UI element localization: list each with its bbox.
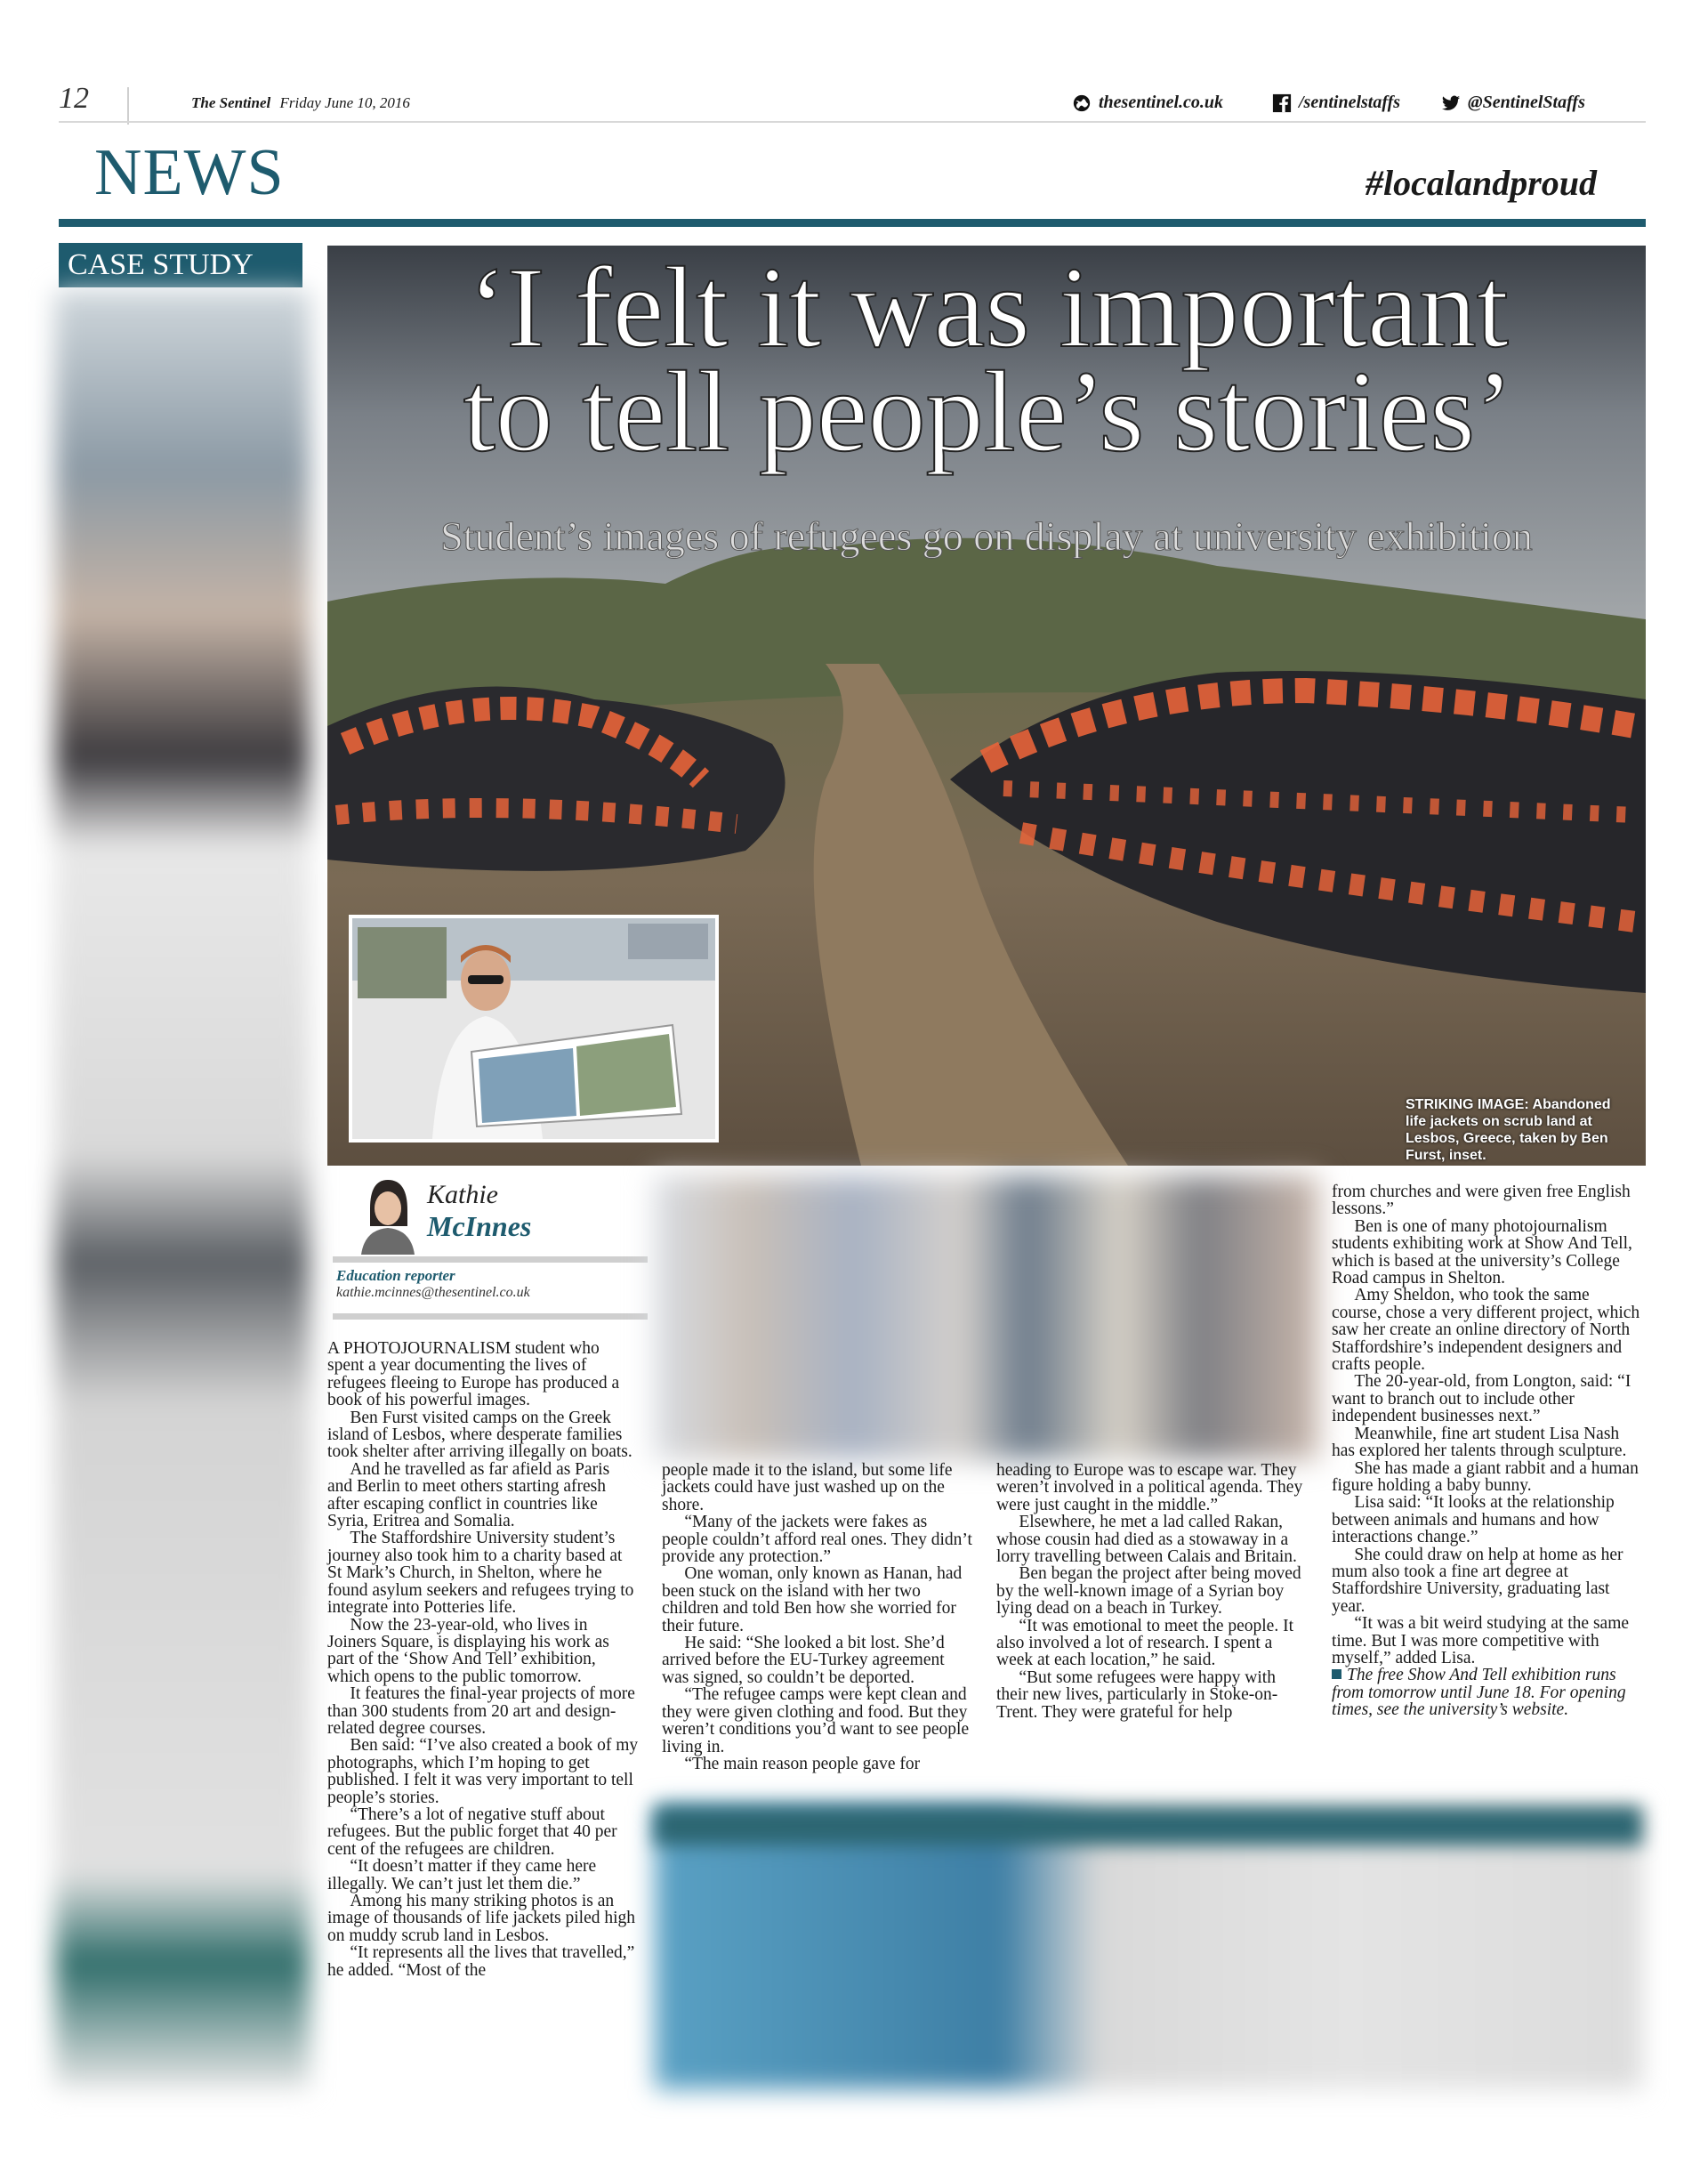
paper-name: The Sentinel [191,94,271,111]
blurred-photo-strip [655,1176,1318,1459]
exhibition-note-text: The free Show And Tell exhibition runs from tomorrow until June 18. For opening times, see the university’s website. [1332,1666,1626,1720]
paragraph: She could draw on help at home as her mum also took a fine art degree at Staffordshire University, graduating last year. [1332,1545,1623,1616]
paragraph: Meanwhile, fine art student Lisa Nash has explored her talents through sculpture. [1332,1424,1627,1461]
paragraph: “There’s a lot of negative stuff about refugees. But the public forget that 40 per cent of the refugees are children. [327,1805,617,1859]
glasses [468,975,504,984]
paragraph: Among his many striking photos is an image of thousands of life jackets piled high on muddy scrub land in Lesbos. [327,1892,636,1945]
paragraph: Now the 23-year-old, who lives in Joiners Square, is displaying his work as part of the ‘Show And Tell’ exhibition, which opens to the public tomorrow. [327,1615,609,1686]
twitter-bird-icon [1441,93,1461,113]
paragraph: “It was emotional to meet the people. It also involved a lot of research. I spent a week at each location,” he said. [996,1616,1293,1670]
exhibition-note [1332,1667,1643,1718]
paragraph: The Staffordshire University student’s journey also took him to a charity based at St Mark’s Church, in Shelton, where he found asylum seekers and refugees trying to integrate into Potteries life. [327,1529,634,1618]
paragraph: heading to Europe was to escape war. They weren’t involved in a political agenda. They were just caught in the middle.” [996,1461,1303,1514]
hero-photo [327,246,1646,1166]
paragraph: from churches and were given free English lessons.” [1332,1183,1631,1219]
facebook-text: /sentinelstaffs [1299,93,1401,112]
paragraph: It features the final-year projects of more than 300 students from 20 art and design-related degree courses. [327,1684,635,1738]
inset-photo [349,915,719,1142]
body-column-3 [996,1462,1308,1721]
paragraph: Ben is one of many photojournalism students exhibiting work at Show And Tell, which is based at the university’s College Road campus in Shelton. [1332,1216,1632,1288]
blurred-bottom-panel [655,1806,1642,2089]
case-study-column-blurred [55,290,310,2089]
headline [343,246,1633,476]
paragraph: Elsewhere, he met a lad called Rakan, whose cousin had died as a stowaway in a lorry travelling between Calais and Britain. [996,1513,1297,1567]
photo-caption: STRIKING IMAGE: Abandoned life jackets on scrub land at Lesbos, Greece, taken by Ben Furst, inset. [1406,1097,1611,1163]
byline-rule-top [333,1256,648,1263]
byline-rule-bottom [333,1313,648,1320]
section-title: NEWS [94,136,285,209]
facebook-link[interactable] [1272,93,1400,113]
subheadline: Student’s images of refugees go on display at university exhibition [440,513,1533,559]
twitter-text: @SentinelStaffs [1468,93,1585,112]
reporter-avatar [354,1173,422,1255]
globe-icon [1072,93,1092,113]
paragraph: “The refugee camps were kept clean and they were given clothing and food. But they weren’t conditions you’d want to see people living in. [662,1685,970,1756]
paragraph: “But some refugees were happy with their new lives, particularly in Stoke-on-Trent. They were grateful for help [996,1667,1278,1722]
paragraph: people made it to the island, but some life jackets could have just washed up on the shore. [662,1461,953,1514]
paragraph: “The main reason people gave for [684,1754,921,1773]
twitter-link[interactable] [1441,93,1585,113]
paragraph: Ben began the project after being moved by the well-known image of a Syrian boy lying dead on a beach in Turkey. [996,1564,1301,1619]
byline-last-name: McInnes [427,1210,532,1242]
paragraph: Lisa said: “It looks at the relationship between animals and humans and how interactions change.” [1332,1493,1615,1547]
paper-dateline [191,94,410,112]
paragraph: He said: “She looked a bit lost. She’d arrived before the EU-Turkey agreement was signed, so couldn’t be deported. [662,1634,945,1687]
byline-first-name: Kathie [427,1180,498,1209]
inset-photo-scene [352,918,715,1139]
paragraph: Amy Sheldon, who took the same course, chose a very different project, which saw her create an online directory of North Staffordshire’s independent designers and crafts people. [1332,1286,1640,1375]
paragraph: “It was a bit weird studying at the same time. But I was more competitive with myself,” added Lisa. [1332,1614,1630,1667]
byline-email[interactable]: kathie.mcinnes@thesentinel.co.uk [336,1285,530,1300]
website-text: thesentinel.co.uk [1099,93,1224,112]
body-column-1 [327,1340,639,1979]
facebook-icon [1272,93,1292,113]
masthead-divider [127,87,129,125]
body-column-2 [662,1462,973,1772]
paragraph: And he travelled as far afield as Paris and Berlin to meet others starting afresh after escaping conflict in countries like Syria, Eritrea and Somalia. [327,1459,610,1531]
case-study-label: CASE STUDY [59,243,302,287]
page-number: 12 [59,82,89,115]
section-hashtag: #localandproud [1366,163,1598,203]
square-bullet-icon [1332,1669,1341,1679]
paragraph: The 20-year-old, from Longton, said: “I want to branch out to include other independent businesses next.” [1332,1372,1631,1426]
paragraph: Ben Furst visited camps on the Greek island of Lesbos, where desperate families took shelter after arriving illegally on boats. [327,1408,632,1462]
headline-line-1: ‘I felt it was important [468,246,1509,372]
section-bar [59,219,1646,227]
paragraph: A PHOTOJOURNALISM student who spent a year documenting the lives of refugees fleeing to Europe has produced a book of his powerful images. [327,1339,620,1410]
headline-line-2: to tell people’s stories’ [463,348,1514,476]
paragraph: Ben said: “I’ve also created a book of my photographs, which I’m hoping to get published. I felt it was very important to tell people’s stories. [327,1736,639,1807]
paragraph: One woman, only known as Hanan, had been stuck on the island with her two children and told Ben how she worried for their future. [662,1564,963,1635]
masthead-rule [59,121,1646,123]
paragraph: “Many of the jackets were fakes as people couldn’t afford real ones. They didn’t provide any protection.” [662,1513,972,1567]
website-link[interactable] [1072,93,1223,113]
body-column-4 [1332,1183,1643,1719]
paragraph: “It doesn’t matter if they came here illegally. We can’t just let them die.” [327,1857,597,1893]
blurred-bottom-panel-header [655,1806,1642,1845]
paragraph: She has made a giant rabbit and a human figure holding a baby bunny. [1332,1458,1639,1495]
issue-date: Friday June 10, 2016 [279,94,410,111]
byline-role: Education reporter [336,1267,455,1284]
paragraph: “It represents all the lives that travelled,” he added. “Most of the [327,1943,635,1980]
